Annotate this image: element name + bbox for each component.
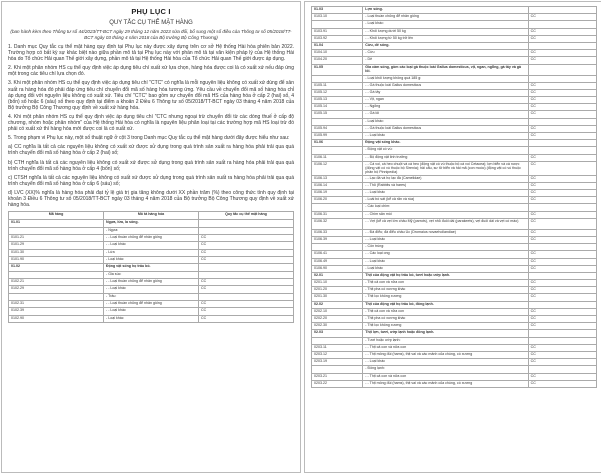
description-cell: - - Loại khác xyxy=(104,308,199,315)
description-cell: - Cừu xyxy=(363,50,528,57)
description-cell: - Thịt lọc không xương xyxy=(363,294,528,301)
table-row xyxy=(312,211,597,218)
hs-code-cell xyxy=(312,21,363,28)
rule-cell xyxy=(528,272,596,279)
hs-code-cell: 0105.94 xyxy=(312,125,363,132)
description-cell: - Thịt cả con và nửa con xyxy=(363,308,528,315)
hs-code-cell: 0203.19 xyxy=(312,359,363,366)
rule-cell: CC xyxy=(528,97,596,104)
rule-cell: CC xyxy=(528,89,596,96)
hs-code-cell: 0106.20 xyxy=(312,197,363,204)
hs-code-cell: 02.01 xyxy=(312,272,363,279)
paragraph: 5. Trong phạm vi Phụ lục này, một số thuật ngữ ở cột 3 trong Danh mục Quy tắc cụ thể mặt hàng dưới đây được hiểu như sau: xyxy=(8,135,290,142)
hs-code-cell: 0203.12 xyxy=(312,351,363,358)
table-row xyxy=(9,315,294,322)
left-page xyxy=(1,1,301,473)
description-cell: - - Lạc đà và họ lạc đà (Camelidae) xyxy=(363,175,528,182)
rule-cell: CC xyxy=(528,351,596,358)
rule-cell: CC xyxy=(528,316,596,323)
description-cell: - - Chim săn mồi xyxy=(363,211,528,218)
rule-cell: CC xyxy=(528,57,596,64)
table-row xyxy=(9,227,294,234)
table-row xyxy=(312,82,597,89)
table-row xyxy=(9,278,294,285)
rule-cell: CC xyxy=(199,242,294,249)
description-cell: - - Đà điểu; đà điểu châu Úc (Dromaius novaehollandiae) xyxy=(363,229,528,236)
description-cell: - - Thỏ (Rabbits và hares) xyxy=(363,182,528,189)
description-cell: - Loài bò sát (kể cả rắn và rùa) xyxy=(363,197,528,204)
hs-code-cell xyxy=(9,227,104,234)
table-row xyxy=(312,50,597,57)
table-row xyxy=(312,265,597,272)
hs-code-cell: 01.02 xyxy=(9,264,104,271)
rule-cell xyxy=(199,264,294,271)
table-row xyxy=(9,242,294,249)
hs-code-cell: 01.03 xyxy=(312,7,363,14)
description-cell: - - Loại khác xyxy=(363,258,528,265)
hs-code-cell: 0201.30 xyxy=(312,294,363,301)
description-cell: - Côn trùng: xyxy=(363,244,528,251)
description-cell: - - Loại khác xyxy=(363,133,528,140)
hs-code-cell: 0105.99 xyxy=(312,133,363,140)
hs-code-cell: 0104.10 xyxy=(312,50,363,57)
table-row xyxy=(312,218,597,229)
description-cell: - Thịt lọc không xương xyxy=(363,323,528,330)
rule-cell: CC xyxy=(199,278,294,285)
table-row xyxy=(312,7,597,14)
description-cell: - - Loại thuần chủng để nhân giống xyxy=(104,234,199,241)
rule-cell: CC xyxy=(528,190,596,197)
table-row xyxy=(312,111,597,118)
hs-code-cell xyxy=(312,244,363,251)
rule-cell: CC xyxy=(528,236,596,243)
rule-cell xyxy=(528,244,596,251)
right-page xyxy=(304,1,601,473)
description-cell: - Loại khối lượng không quá 185 g: xyxy=(363,75,528,82)
description-cell: - - Bộ động vật linh trưởng xyxy=(363,154,528,161)
hs-code-cell: 0106.14 xyxy=(312,182,363,189)
description-cell: - - Khối lượng dưới 50 kg xyxy=(363,28,528,35)
rule-cell xyxy=(528,204,596,211)
header-description: Mô tả hàng hóa xyxy=(104,212,199,220)
table-row xyxy=(312,366,597,373)
description-cell: - - Loại khác xyxy=(104,286,199,293)
rule-cell: CC xyxy=(528,28,596,35)
hs-code-cell xyxy=(9,271,104,278)
description-cell: - - Vịt, ngan xyxy=(363,97,528,104)
left-rules-table xyxy=(8,211,294,323)
rule-cell: CC xyxy=(528,111,596,118)
description-cell: - Trâu: xyxy=(104,293,199,300)
table-row xyxy=(312,175,597,182)
hs-code-cell: 0106.19 xyxy=(312,190,363,197)
hs-code-cell: 0203.22 xyxy=(312,380,363,387)
description-cell: Lợn sống. xyxy=(363,7,528,14)
description-cell: - Loại khác xyxy=(104,256,199,263)
table-row xyxy=(312,229,597,236)
hs-code-cell: 0203.21 xyxy=(312,373,363,380)
description-cell: - - Thịt mông đùi (hams), thịt vai và các mảnh của chúng, có xương xyxy=(363,380,528,387)
hs-code-cell: 01.04 xyxy=(312,42,363,49)
table-row xyxy=(9,300,294,307)
rule-cell: CC xyxy=(528,161,596,175)
paragraph: d) LVC (XX)% nghĩa là hàng hóa phải đạt tỷ lệ giá trị gia tăng không dưới XX phần trăm (%) theo công thức tính quy định tại khoản 3 Điều 6 Thông tư số 05/2018/TT-BCT ngày 03 tháng 4 năm 2018 của Bộ trưởng Bộ Công Thương quy định về xuất xứ hàng hóa. xyxy=(8,189,294,209)
table-row xyxy=(312,258,597,265)
table-row xyxy=(312,154,597,161)
description-cell: - Loại thuần chủng để nhân giống xyxy=(363,14,528,21)
table-row xyxy=(312,373,597,380)
paragraphs xyxy=(8,44,294,208)
hs-code-cell: 0106.13 xyxy=(312,175,363,182)
table-row xyxy=(312,301,597,308)
hs-code-cell: 0104.20 xyxy=(312,57,363,64)
hs-code-cell: 0202.30 xyxy=(312,323,363,330)
table-row xyxy=(312,351,597,358)
description-cell: Cừu, dê sống. xyxy=(363,42,528,49)
description-cell: - Đông lạnh: xyxy=(363,366,528,373)
table-row xyxy=(9,234,294,241)
table-row xyxy=(312,190,597,197)
hs-code-cell: 0101.21 xyxy=(9,234,104,241)
description-cell: - Thịt pha có xương khác xyxy=(363,316,528,323)
table-row xyxy=(312,236,597,243)
rule-cell: CC xyxy=(528,182,596,189)
hs-code-cell: 0105.15 xyxy=(312,111,363,118)
table-row xyxy=(312,89,597,96)
description-cell: - Ngựa: xyxy=(104,227,199,234)
table-row xyxy=(312,21,597,28)
hs-code-cell: 02.02 xyxy=(312,301,363,308)
rule-cell: CC xyxy=(528,344,596,351)
rule-cell xyxy=(528,337,596,344)
hs-code-cell: 0106.49 xyxy=(312,258,363,265)
rule-cell xyxy=(199,271,294,278)
appendix-subtitle: QUY TẮC CỤ THỂ MẶT HÀNG xyxy=(109,20,193,26)
table-row xyxy=(312,147,597,154)
table-row xyxy=(9,249,294,256)
rule-cell: CC xyxy=(528,380,596,387)
rule-cell xyxy=(199,227,294,234)
paragraph: b) CTH nghĩa là tất cả các nguyên liệu không có xuất xứ được sử dụng trong quá trình sản xuất ra hàng hóa phải trải qua quá trình chuyển đổi mã số hàng hóa ở cấp 4 (bốn) số; xyxy=(8,159,294,172)
table-row xyxy=(312,251,597,258)
rule-cell xyxy=(199,220,294,227)
hs-code-cell: 0201.10 xyxy=(312,280,363,287)
paragraph: 3. Khi một phân nhóm HS cụ thể quy định việc áp dụng tiêu chí "CTC" có nghĩa là mỗi nguyên liệu không có xuất xứ dùng để sản xuất ra hàng hóa đó phải đáp ứng tiêu chí chuyển đổi mã số hàng hóa tương ứng. Yêu cầu về chuyển đổi mã số hàng hóa chỉ áp dụng đối với nguyên liệu không có xuất xứ. Tiêu chí "CTC" bao gồm sự chuyển đổi mã HS của hàng hóa ở cấp 2 (hai) số, 4 (bốn) số hoặc 6 (sáu) số theo quy định tại điểm a khoản 2 Điều 6 Thông tư số 05/2018/TT-BCT ngày 03 tháng 4 năm 2018 của Bộ trưởng Bộ Công Thương quy định về xuất xứ hàng hóa. xyxy=(8,80,294,111)
hs-code-cell: 0106.32 xyxy=(312,218,363,229)
hs-code-cell: 01.01 xyxy=(9,220,104,227)
hs-code-cell: 02.03 xyxy=(312,330,363,337)
description-cell: Thịt của động vật họ trâu bò, đông lạnh. xyxy=(363,301,528,308)
hs-code-cell xyxy=(312,366,363,373)
description-cell: - - Loại khác xyxy=(104,242,199,249)
hs-code-cell: 0105.12 xyxy=(312,89,363,96)
hs-code-cell: 0101.30 xyxy=(9,249,104,256)
rule-cell: CC xyxy=(528,104,596,111)
hs-code-cell: 0106.11 xyxy=(312,154,363,161)
rule-cell: CC xyxy=(528,125,596,132)
right-rules-table xyxy=(311,6,597,388)
description-cell: Thịt lợn, tươi, ướp lạnh hoặc đông lạnh. xyxy=(363,330,528,337)
description-cell: - - Loại khác xyxy=(363,190,528,197)
rule-cell: CC xyxy=(199,286,294,293)
hs-code-cell xyxy=(312,337,363,344)
description-cell: - - Ngỗng xyxy=(363,104,528,111)
description-cell: - - Loại thuần chủng để nhân giống xyxy=(104,278,199,285)
appendix-note: (ban hành kèm theo Thông tư số 44/2023/TT-BCT ngày 29 tháng 12 năm 2023 sửa đổi, bổ sung một số điều của Thông tư số 05/2018/TT-BCT ngày 03 tháng 4 năm 2018 của Bộ trưởng Bộ Công Thương) xyxy=(10,29,292,40)
table-row xyxy=(312,308,597,315)
rule-cell: CC xyxy=(528,280,596,287)
rule-cell: CC xyxy=(528,211,596,218)
table-row xyxy=(312,28,597,35)
header-rule: Quy tắc cụ thể mặt hàng xyxy=(199,212,294,220)
hs-code-cell: 0102.29 xyxy=(9,286,104,293)
table-row xyxy=(312,64,597,75)
table-row xyxy=(312,337,597,344)
description-cell: - Gia súc: xyxy=(104,271,199,278)
rule-cell xyxy=(528,64,596,75)
table-row xyxy=(9,256,294,263)
rule-cell: CC xyxy=(528,35,596,42)
rule-cell xyxy=(199,293,294,300)
rule-cell: CC xyxy=(199,256,294,263)
rule-cell: CC xyxy=(528,251,596,258)
table-row xyxy=(312,244,597,251)
table-row xyxy=(312,344,597,351)
description-cell: Thịt của động vật họ trâu bò, tươi hoặc ướp lạnh. xyxy=(363,272,528,279)
description-cell: - Các loại chim: xyxy=(363,204,528,211)
table-row xyxy=(312,97,597,104)
rule-cell: CC xyxy=(528,308,596,315)
description-cell: - Thịt cả con và nửa con xyxy=(363,280,528,287)
description-cell: - Loại khác xyxy=(363,265,528,272)
hs-code-cell: 01.05 xyxy=(312,64,363,75)
hs-code-cell xyxy=(312,204,363,211)
rule-cell: CC xyxy=(528,154,596,161)
rule-cell: CC xyxy=(199,234,294,241)
table-row xyxy=(312,380,597,387)
hs-code-cell: 0106.33 xyxy=(312,229,363,236)
rule-cell: CC xyxy=(528,14,596,21)
description-cell: Động vật sống họ trâu bò. xyxy=(104,264,199,271)
table-row xyxy=(9,271,294,278)
description-cell: Gia cầm sống, gồm các loại gà thuộc loài Gallus domesticus, vịt, ngan, ngỗng, gà tây và gà lôi. xyxy=(363,64,528,75)
hs-code-cell: 0105.11 xyxy=(312,82,363,89)
table-row xyxy=(312,125,597,132)
table-row xyxy=(312,316,597,323)
table-row xyxy=(312,133,597,140)
table-row xyxy=(312,182,597,189)
rule-cell: CC xyxy=(528,82,596,89)
description-cell: - Loại khác: xyxy=(363,118,528,125)
hs-code-cell: 0105.14 xyxy=(312,104,363,111)
hs-code-cell: 0103.10 xyxy=(312,14,363,21)
hs-code-cell: 0106.41 xyxy=(312,251,363,258)
table-row xyxy=(312,330,597,337)
rule-cell: CC xyxy=(528,229,596,236)
rule-cell xyxy=(528,366,596,373)
rule-cell xyxy=(528,75,596,82)
hs-code-cell: 0106.31 xyxy=(312,211,363,218)
table-row xyxy=(312,42,597,49)
table-row xyxy=(312,57,597,64)
rule-cell xyxy=(528,330,596,337)
hs-code-cell: 0102.21 xyxy=(9,278,104,285)
header-code: Mã hàng xyxy=(9,212,104,220)
table-row xyxy=(312,118,597,125)
hs-code-cell: 0201.20 xyxy=(312,287,363,294)
appendix-title: PHỤ LỤC I xyxy=(131,7,171,16)
hs-code-cell xyxy=(312,118,363,125)
paragraph: 2. Khi một phân nhóm HS cụ thể quy định việc áp dụng tiêu chí xuất xứ lựa chọn, hàng hóa được coi là có xuất xứ nếu đáp ứng một trong các tiêu chí lựa chọn đó. xyxy=(8,65,294,78)
rule-cell xyxy=(528,7,596,14)
rule-cell: CC xyxy=(528,359,596,366)
table-row xyxy=(312,204,597,211)
rule-cell: CC xyxy=(199,315,294,322)
description-cell: - - Gà tây xyxy=(363,89,528,96)
hs-code-cell: 01.06 xyxy=(312,140,363,147)
table-row xyxy=(9,220,294,227)
hs-code-cell: 0102.31 xyxy=(9,300,104,307)
rule-cell: CC xyxy=(199,300,294,307)
paragraph: 1. Danh mục Quy tắc cụ thể mặt hàng quy định tại Phụ lục này được xây dựng trên cơ sở Hệ thống Hài hòa phiên bản 2022. Trường hợp có bất kỳ sự khác biệt nào giữa phần mô tả tại Phụ lục này với phần mô tả tại văn kiện pháp lý của Hệ thống Hài hòa do Tổ chức Hải quan Thế giới xây dựng, phần mô tả tại Hệ thống Hài hòa của Tổ chức Hải quan Thế giới được áp dụng. xyxy=(8,44,294,63)
rule-cell xyxy=(528,21,596,28)
rule-cell: CC xyxy=(528,373,596,380)
hs-code-cell: 0106.39 xyxy=(312,236,363,243)
hs-code-cell: 0102.39 xyxy=(9,308,104,315)
hs-code-cell: 0105.13 xyxy=(312,97,363,104)
description-cell: - Lừa xyxy=(104,249,199,256)
paragraph: c) CTSH nghĩa là tất cả các nguyên liệu không có xuất xứ được sử dụng trong quá trình sản xuất ra hàng hóa phải trải qua quá trình chuyển đổi mã số hàng hóa ở cấp 6 (sáu) số; xyxy=(8,174,294,187)
hs-code-cell: 0106.12 xyxy=(312,161,363,175)
table-row xyxy=(312,161,597,175)
description-cell: - - Loại thuần chủng để nhân giống xyxy=(104,300,199,307)
description-cell: - Loại khác xyxy=(104,315,199,322)
description-cell: - Động vật có vú: xyxy=(363,147,528,154)
description-cell: - - Thịt cả con và nửa con xyxy=(363,373,528,380)
rule-cell: CC xyxy=(528,218,596,229)
table-row xyxy=(9,308,294,315)
rule-cell: CC xyxy=(528,265,596,272)
description-cell: - Tươi hoặc ướp lạnh: xyxy=(363,337,528,344)
description-cell: - - Khối lượng từ 50 kg trở lên xyxy=(363,35,528,42)
rule-cell: CC xyxy=(528,175,596,182)
table-row xyxy=(312,197,597,204)
hs-code-cell: 0103.92 xyxy=(312,35,363,42)
table-row xyxy=(312,294,597,301)
hs-code-cell: 0102.90 xyxy=(9,315,104,322)
hs-code-cell: 0101.29 xyxy=(9,242,104,249)
rule-cell xyxy=(528,118,596,125)
table-row xyxy=(312,272,597,279)
description-cell: - - Gà thuộc loài Gallus domesticus xyxy=(363,82,528,89)
table-row xyxy=(9,264,294,271)
table-row xyxy=(312,75,597,82)
rule-cell: CC xyxy=(199,249,294,256)
table-row xyxy=(9,293,294,300)
rule-cell: CC xyxy=(528,50,596,57)
table-row xyxy=(9,286,294,293)
hs-code-cell: 0103.91 xyxy=(312,28,363,35)
description-cell: - - Gà thuộc loài Gallus domesticus xyxy=(363,125,528,132)
description-cell: - - Thịt cả con và nửa con xyxy=(363,344,528,351)
description-cell: Động vật sống khác. xyxy=(363,140,528,147)
hs-code-cell: 0203.11 xyxy=(312,344,363,351)
table-row xyxy=(312,104,597,111)
table-header-row xyxy=(9,212,294,220)
paragraph: 4. Khi một phân nhóm HS cụ thể quy định việc áp dụng tiêu chí "CTC nhưng ngoại trừ chuyển đổi từ các dòng thuế ở cấp độ chương, nhóm hoặc phân nhóm" của Hệ thống Hài hòa có nghĩa là nguyên liệu phân loại tại các trường hợp mã HS loại trừ đó phải có xuất xứ thì hàng hóa mới được coi là có xuất xứ. xyxy=(8,113,294,133)
description-cell: - - Loại khác xyxy=(363,236,528,243)
description-cell: - Loại khác: xyxy=(363,21,528,28)
hs-code-cell: 0202.20 xyxy=(312,316,363,323)
rule-cell: CC xyxy=(199,308,294,315)
rule-cell: CC xyxy=(528,294,596,301)
rule-cell: CC xyxy=(528,197,596,204)
paragraph: a) CC nghĩa là tất cả các nguyên liệu không có xuất xứ được sử dụng trong quá trình sản xuất ra hàng hóa phải trải qua quá trình chuyển đổi mã số hàng hóa ở cấp 2 (hai) số; xyxy=(8,144,294,157)
description-cell: - - Gà lôi xyxy=(363,111,528,118)
rule-cell xyxy=(528,140,596,147)
description-cell: - - Vẹt (kể cả vẹt lớn châu Mỹ (parrots), vẹt nhỏ đuôi dài (parakeets), vẹt đuôi dài và vẹt có mào) xyxy=(363,218,528,229)
rule-cell: CC xyxy=(528,258,596,265)
description-cell: Ngựa, lừa, la sống. xyxy=(104,220,199,227)
hs-code-cell xyxy=(312,147,363,154)
rule-cell xyxy=(528,147,596,154)
description-cell: - - Thịt mông đùi (hams), thịt vai và các mảnh của chúng, có xương xyxy=(363,351,528,358)
hs-code-cell: 0106.90 xyxy=(312,265,363,272)
hs-code-cell: 0202.10 xyxy=(312,308,363,315)
table-row xyxy=(312,280,597,287)
rule-cell: CC xyxy=(528,287,596,294)
hs-code-cell: 0101.90 xyxy=(9,256,104,263)
hs-code-cell xyxy=(312,75,363,82)
description-cell: - Thịt pha có xương khác xyxy=(363,287,528,294)
table-row xyxy=(312,140,597,147)
rule-cell xyxy=(528,42,596,49)
table-row xyxy=(312,287,597,294)
table-row xyxy=(312,35,597,42)
description-cell: - - Cá voi, cá heo chuột và cá heo (động vật có vú thuộc bộ cá voi Cetacea); lợn biển và cá nược (động vật có vú thuộc bộ Sirenia); hải cẩu, sư tử biển và hải mã (con moóc) (động vật có vú thuộc phân bộ Pinnipedia) xyxy=(363,161,528,175)
description-cell: - Dê xyxy=(363,57,528,64)
table-row xyxy=(312,14,597,21)
table-row xyxy=(312,359,597,366)
description-cell: - - Các loại ong xyxy=(363,251,528,258)
rule-cell: CC xyxy=(528,133,596,140)
hs-code-cell xyxy=(9,293,104,300)
rule-cell xyxy=(528,301,596,308)
description-cell: - - Loại khác xyxy=(363,359,528,366)
table-row xyxy=(312,323,597,330)
rule-cell: CC xyxy=(528,323,596,330)
